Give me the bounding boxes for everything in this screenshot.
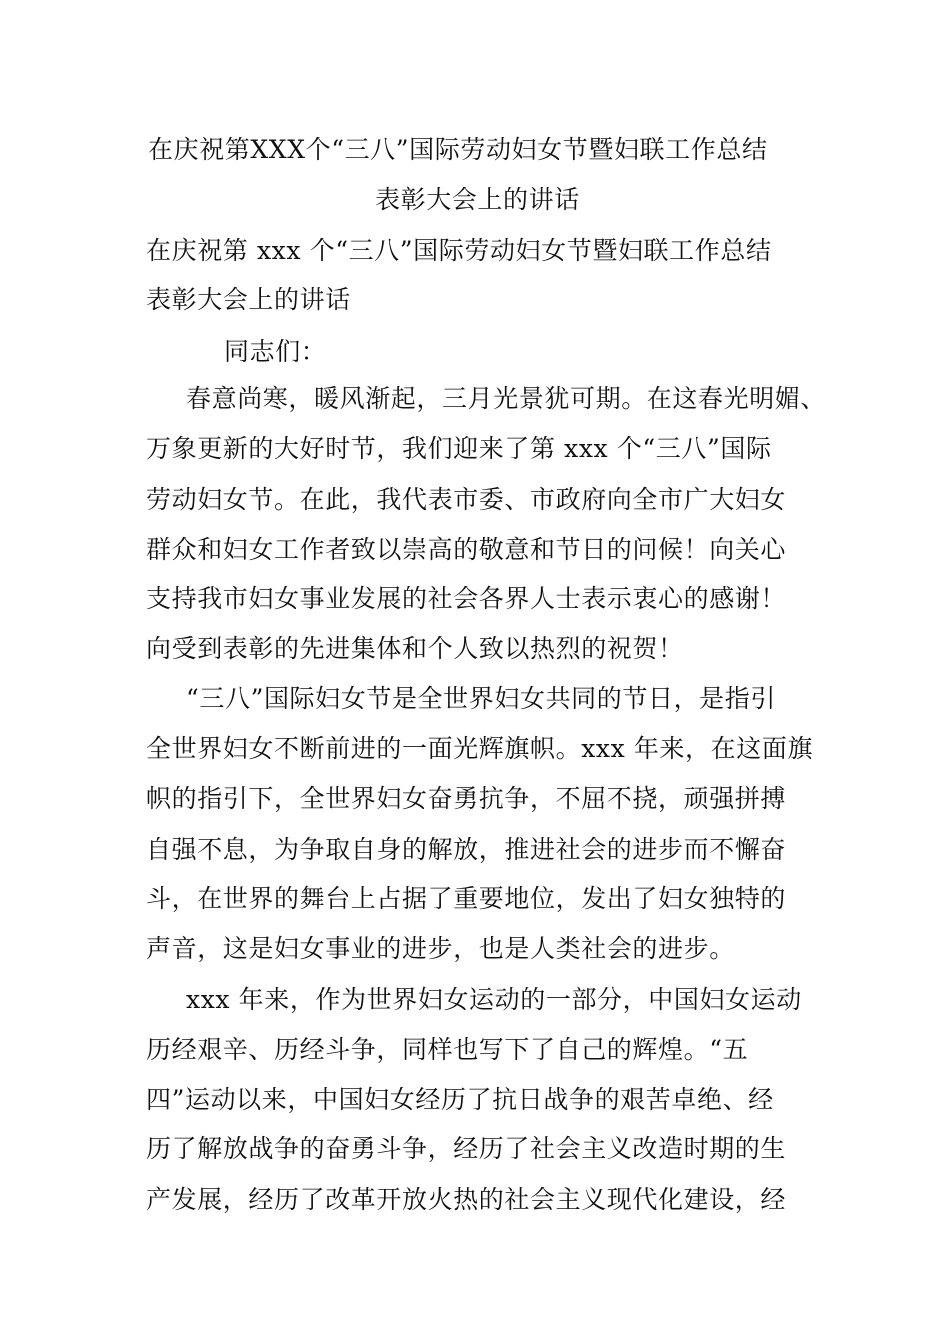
salutation: 同志们：	[224, 337, 327, 366]
paragraph2-line: “三八”国际妇女节是全世界妇女共同的节日，是指引	[186, 684, 776, 713]
paragraph3-line: 历经艰辛、历经斗争，同样也写下了自己的辉煌。“五	[146, 1035, 749, 1064]
paragraph2-line: 全世界妇女不断前进的一面光辉旗帜。xxx 年来，在这面旗	[146, 734, 814, 763]
subtitle-line-2: 表彰大会上的讲话	[146, 285, 351, 314]
paragraph1-line: 向受到表彰的先进集体和个人致以热烈的祝贺！	[146, 634, 684, 663]
subtitle-line-1: 在庆祝第 xxx 个“三八”国际劳动妇女节暨妇联工作总结	[146, 236, 772, 265]
paragraph1-line: 支持我市妇女事业发展的社会各界人士表示衷心的感谢！	[146, 584, 787, 613]
paragraph2-line: 声音，这是妇女事业的进步，也是人类社会的进步。	[146, 934, 735, 963]
paragraph1-line: 劳动妇女节。在此，我代表市委、市政府向全市广大妇女	[146, 485, 787, 514]
title-line-1: 在庆祝第XXX个“三八”国际劳动妇女节暨妇联工作总结	[148, 135, 768, 164]
paragraph1-line: 春意尚寒，暖风渐起，三月光景犹可期。在这春光明媚、	[186, 384, 827, 413]
paragraph2-line: 斗，在世界的舞台上占据了重要地位，发出了妇女独特的	[146, 884, 787, 913]
paragraph3-line: 四”运动以来，中国妇女经历了抗日战争的艰苦卓绝、经	[146, 1085, 774, 1114]
paragraph3-line: 历了解放战争的奋勇斗争，经历了社会主义改造时期的生	[146, 1134, 787, 1163]
title-line-2: 表彰大会上的讲话	[375, 185, 580, 214]
paragraph3-line: xxx 年来，作为世界妇女运动的一部分，中国妇女运动	[186, 985, 802, 1014]
paragraph1-line: 群众和妇女工作者致以崇高的敬意和节日的问候！向关心	[146, 535, 787, 564]
paragraph2-line: 自强不息，为争取自身的解放，推进社会的进步而不懈奋	[146, 835, 787, 864]
paragraph2-line: 帜的指引下，全世界妇女奋勇抗争，不屈不挠，顽强拼搏	[146, 784, 787, 813]
paragraph1-line: 万象更新的大好时节，我们迎来了第 xxx 个“三八”国际	[146, 434, 772, 463]
paragraph3-line: 产发展，经历了改革开放火热的社会主义现代化建设，经	[146, 1185, 787, 1214]
